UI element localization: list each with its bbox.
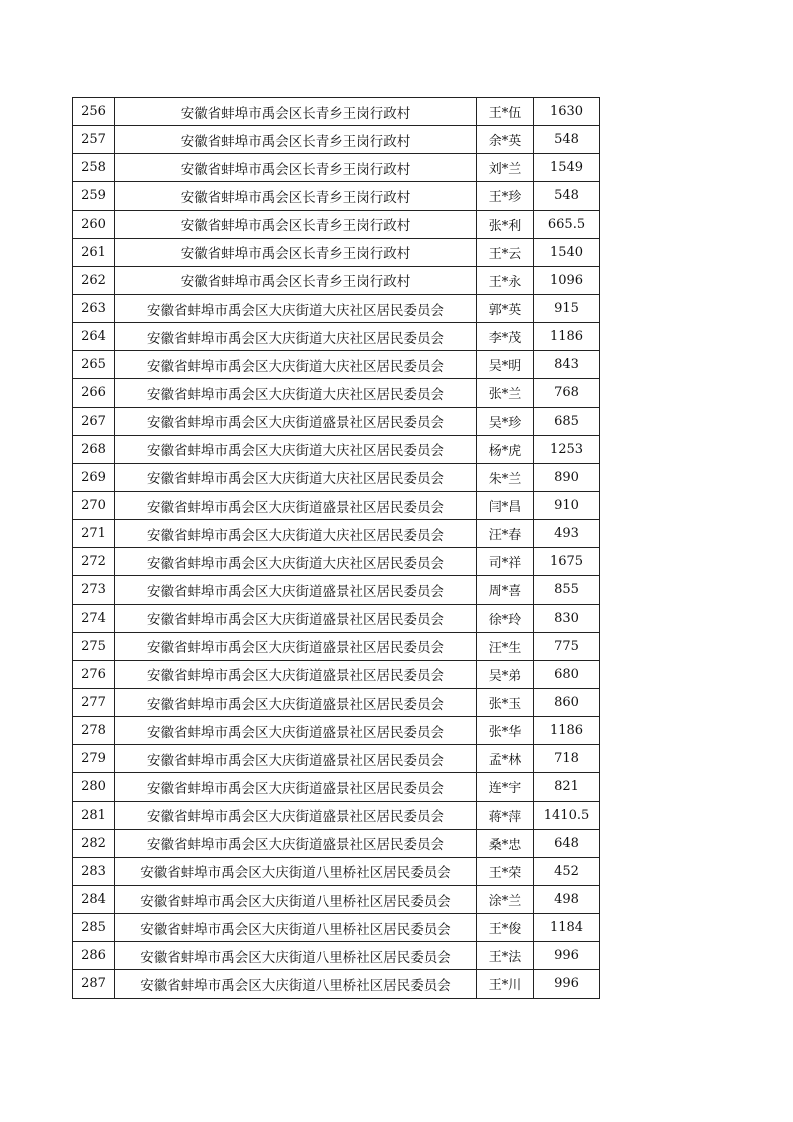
amount-cell: 910 (534, 491, 600, 519)
table-row (73, 576, 600, 604)
table-row (73, 126, 600, 154)
table-row (73, 210, 600, 238)
address-cell: 安徽省蚌埠市禹会区长青乡王岗行政村 (115, 266, 477, 294)
name-cell: 王*永 (477, 266, 534, 294)
address-cell: 安徽省蚌埠市禹会区大庆街道大庆社区居民委员会 (115, 351, 477, 379)
name-cell: 余*英 (477, 126, 534, 154)
amount-cell: 915 (534, 294, 600, 322)
table-row (73, 885, 600, 913)
address-cell: 安徽省蚌埠市禹会区长青乡王岗行政村 (115, 182, 477, 210)
row-number-cell: 280 (73, 773, 115, 801)
address-cell: 安徽省蚌埠市禹会区大庆街道大庆社区居民委员会 (115, 379, 477, 407)
address-cell: 安徽省蚌埠市禹会区长青乡王岗行政村 (115, 126, 477, 154)
table-row (73, 266, 600, 294)
row-number-cell: 265 (73, 351, 115, 379)
name-cell: 张*华 (477, 717, 534, 745)
row-number-cell: 268 (73, 435, 115, 463)
name-cell: 王*俊 (477, 914, 534, 942)
address-cell: 安徽省蚌埠市禹会区长青乡王岗行政村 (115, 154, 477, 182)
table-row (73, 435, 600, 463)
table-row (73, 379, 600, 407)
address-cell: 安徽省蚌埠市禹会区大庆街道八里桥社区居民委员会 (115, 857, 477, 885)
amount-cell: 1186 (534, 717, 600, 745)
amount-cell: 1675 (534, 548, 600, 576)
address-cell: 安徽省蚌埠市禹会区大庆街道八里桥社区居民委员会 (115, 914, 477, 942)
name-cell: 杨*虎 (477, 435, 534, 463)
name-cell: 王*云 (477, 238, 534, 266)
table-row (73, 970, 600, 998)
name-cell: 李*茂 (477, 323, 534, 351)
row-number-cell: 283 (73, 857, 115, 885)
address-cell: 安徽省蚌埠市禹会区大庆街道盛景社区居民委员会 (115, 829, 477, 857)
name-cell: 汪*春 (477, 520, 534, 548)
address-cell: 安徽省蚌埠市禹会区大庆街道盛景社区居民委员会 (115, 491, 477, 519)
address-cell: 安徽省蚌埠市禹会区长青乡王岗行政村 (115, 210, 477, 238)
address-cell: 安徽省蚌埠市禹会区长青乡王岗行政村 (115, 98, 477, 126)
row-number-cell: 261 (73, 238, 115, 266)
row-number-cell: 281 (73, 801, 115, 829)
name-cell: 汪*生 (477, 632, 534, 660)
address-cell: 安徽省蚌埠市禹会区大庆街道盛景社区居民委员会 (115, 632, 477, 660)
amount-cell: 1410.5 (534, 801, 600, 829)
row-number-cell: 269 (73, 463, 115, 491)
address-cell: 安徽省蚌埠市禹会区大庆街道大庆社区居民委员会 (115, 323, 477, 351)
amount-cell: 843 (534, 351, 600, 379)
row-number-cell: 285 (73, 914, 115, 942)
row-number-cell: 271 (73, 520, 115, 548)
name-cell: 张*兰 (477, 379, 534, 407)
table-row (73, 829, 600, 857)
address-cell: 安徽省蚌埠市禹会区大庆街道大庆社区居民委员会 (115, 548, 477, 576)
amount-cell: 890 (534, 463, 600, 491)
amount-cell: 855 (534, 576, 600, 604)
name-cell: 吴*弟 (477, 660, 534, 688)
name-cell: 蒋*萍 (477, 801, 534, 829)
name-cell: 桑*忠 (477, 829, 534, 857)
address-cell: 安徽省蚌埠市禹会区大庆街道盛景社区居民委员会 (115, 717, 477, 745)
row-number-cell: 262 (73, 266, 115, 294)
row-number-cell: 273 (73, 576, 115, 604)
name-cell: 张*利 (477, 210, 534, 238)
address-cell: 安徽省蚌埠市禹会区大庆街道八里桥社区居民委员会 (115, 970, 477, 998)
table-row (73, 407, 600, 435)
name-cell: 涂*兰 (477, 885, 534, 913)
address-cell: 安徽省蚌埠市禹会区大庆街道盛景社区居民委员会 (115, 773, 477, 801)
address-cell: 安徽省蚌埠市禹会区大庆街道盛景社区居民委员会 (115, 660, 477, 688)
amount-cell: 452 (534, 857, 600, 885)
name-cell: 王*珍 (477, 182, 534, 210)
amount-cell: 821 (534, 773, 600, 801)
address-cell: 安徽省蚌埠市禹会区大庆街道盛景社区居民委员会 (115, 745, 477, 773)
amount-cell: 718 (534, 745, 600, 773)
name-cell: 吴*明 (477, 351, 534, 379)
amount-cell: 1253 (534, 435, 600, 463)
table-row (73, 857, 600, 885)
address-cell: 安徽省蚌埠市禹会区大庆街道盛景社区居民委员会 (115, 407, 477, 435)
row-number-cell: 270 (73, 491, 115, 519)
name-cell: 张*玉 (477, 688, 534, 716)
table-row (73, 717, 600, 745)
address-cell: 安徽省蚌埠市禹会区大庆街道盛景社区居民委员会 (115, 688, 477, 716)
row-number-cell: 260 (73, 210, 115, 238)
name-cell: 周*喜 (477, 576, 534, 604)
row-number-cell: 287 (73, 970, 115, 998)
amount-cell: 685 (534, 407, 600, 435)
amount-cell: 648 (534, 829, 600, 857)
row-number-cell: 275 (73, 632, 115, 660)
table-row (73, 323, 600, 351)
row-number-cell: 282 (73, 829, 115, 857)
amount-cell: 680 (534, 660, 600, 688)
address-cell: 安徽省蚌埠市禹会区大庆街道盛景社区居民委员会 (115, 576, 477, 604)
row-number-cell: 277 (73, 688, 115, 716)
name-cell: 王*荣 (477, 857, 534, 885)
name-cell: 王*法 (477, 942, 534, 970)
row-number-cell: 266 (73, 379, 115, 407)
row-number-cell: 279 (73, 745, 115, 773)
table-row (73, 351, 600, 379)
table-row (73, 98, 600, 126)
amount-cell: 860 (534, 688, 600, 716)
amount-cell: 548 (534, 182, 600, 210)
row-number-cell: 264 (73, 323, 115, 351)
amount-cell: 498 (534, 885, 600, 913)
name-cell: 闫*昌 (477, 491, 534, 519)
name-cell: 孟*林 (477, 745, 534, 773)
table-row (73, 632, 600, 660)
row-number-cell: 256 (73, 98, 115, 126)
name-cell: 朱*兰 (477, 463, 534, 491)
address-cell: 安徽省蚌埠市禹会区大庆街道大庆社区居民委员会 (115, 520, 477, 548)
amount-cell: 996 (534, 942, 600, 970)
records-table (72, 97, 600, 999)
row-number-cell: 286 (73, 942, 115, 970)
table-row (73, 463, 600, 491)
amount-cell: 1630 (534, 98, 600, 126)
amount-cell: 548 (534, 126, 600, 154)
row-number-cell: 257 (73, 126, 115, 154)
amount-cell: 1096 (534, 266, 600, 294)
table-row (73, 773, 600, 801)
amount-cell: 768 (534, 379, 600, 407)
amount-cell: 1549 (534, 154, 600, 182)
row-number-cell: 274 (73, 604, 115, 632)
name-cell: 王*伍 (477, 98, 534, 126)
records-table-body (73, 98, 600, 999)
row-number-cell: 278 (73, 717, 115, 745)
table-row (73, 182, 600, 210)
amount-cell: 996 (534, 970, 600, 998)
row-number-cell: 258 (73, 154, 115, 182)
address-cell: 安徽省蚌埠市禹会区大庆街道盛景社区居民委员会 (115, 604, 477, 632)
row-number-cell: 272 (73, 548, 115, 576)
table-row (73, 801, 600, 829)
amount-cell: 493 (534, 520, 600, 548)
row-number-cell: 267 (73, 407, 115, 435)
name-cell: 王*川 (477, 970, 534, 998)
row-number-cell: 263 (73, 294, 115, 322)
table-row (73, 238, 600, 266)
table-row (73, 154, 600, 182)
table-row (73, 520, 600, 548)
name-cell: 吴*珍 (477, 407, 534, 435)
row-number-cell: 284 (73, 885, 115, 913)
table-row (73, 548, 600, 576)
name-cell: 刘*兰 (477, 154, 534, 182)
row-number-cell: 259 (73, 182, 115, 210)
address-cell: 安徽省蚌埠市禹会区大庆街道盛景社区居民委员会 (115, 801, 477, 829)
row-number-cell: 276 (73, 660, 115, 688)
table-row (73, 604, 600, 632)
address-cell: 安徽省蚌埠市禹会区长青乡王岗行政村 (115, 238, 477, 266)
name-cell: 司*祥 (477, 548, 534, 576)
address-cell: 安徽省蚌埠市禹会区大庆街道大庆社区居民委员会 (115, 463, 477, 491)
amount-cell: 1184 (534, 914, 600, 942)
name-cell: 郭*英 (477, 294, 534, 322)
name-cell: 连*宇 (477, 773, 534, 801)
table-row (73, 942, 600, 970)
table-row (73, 914, 600, 942)
amount-cell: 1540 (534, 238, 600, 266)
amount-cell: 1186 (534, 323, 600, 351)
table-row (73, 491, 600, 519)
address-cell: 安徽省蚌埠市禹会区大庆街道八里桥社区居民委员会 (115, 885, 477, 913)
table-row (73, 688, 600, 716)
amount-cell: 665.5 (534, 210, 600, 238)
table-row (73, 745, 600, 773)
amount-cell: 830 (534, 604, 600, 632)
table-row (73, 294, 600, 322)
address-cell: 安徽省蚌埠市禹会区大庆街道八里桥社区居民委员会 (115, 942, 477, 970)
address-cell: 安徽省蚌埠市禹会区大庆街道大庆社区居民委员会 (115, 435, 477, 463)
amount-cell: 775 (534, 632, 600, 660)
address-cell: 安徽省蚌埠市禹会区大庆街道大庆社区居民委员会 (115, 294, 477, 322)
table-row (73, 660, 600, 688)
name-cell: 徐*玲 (477, 604, 534, 632)
